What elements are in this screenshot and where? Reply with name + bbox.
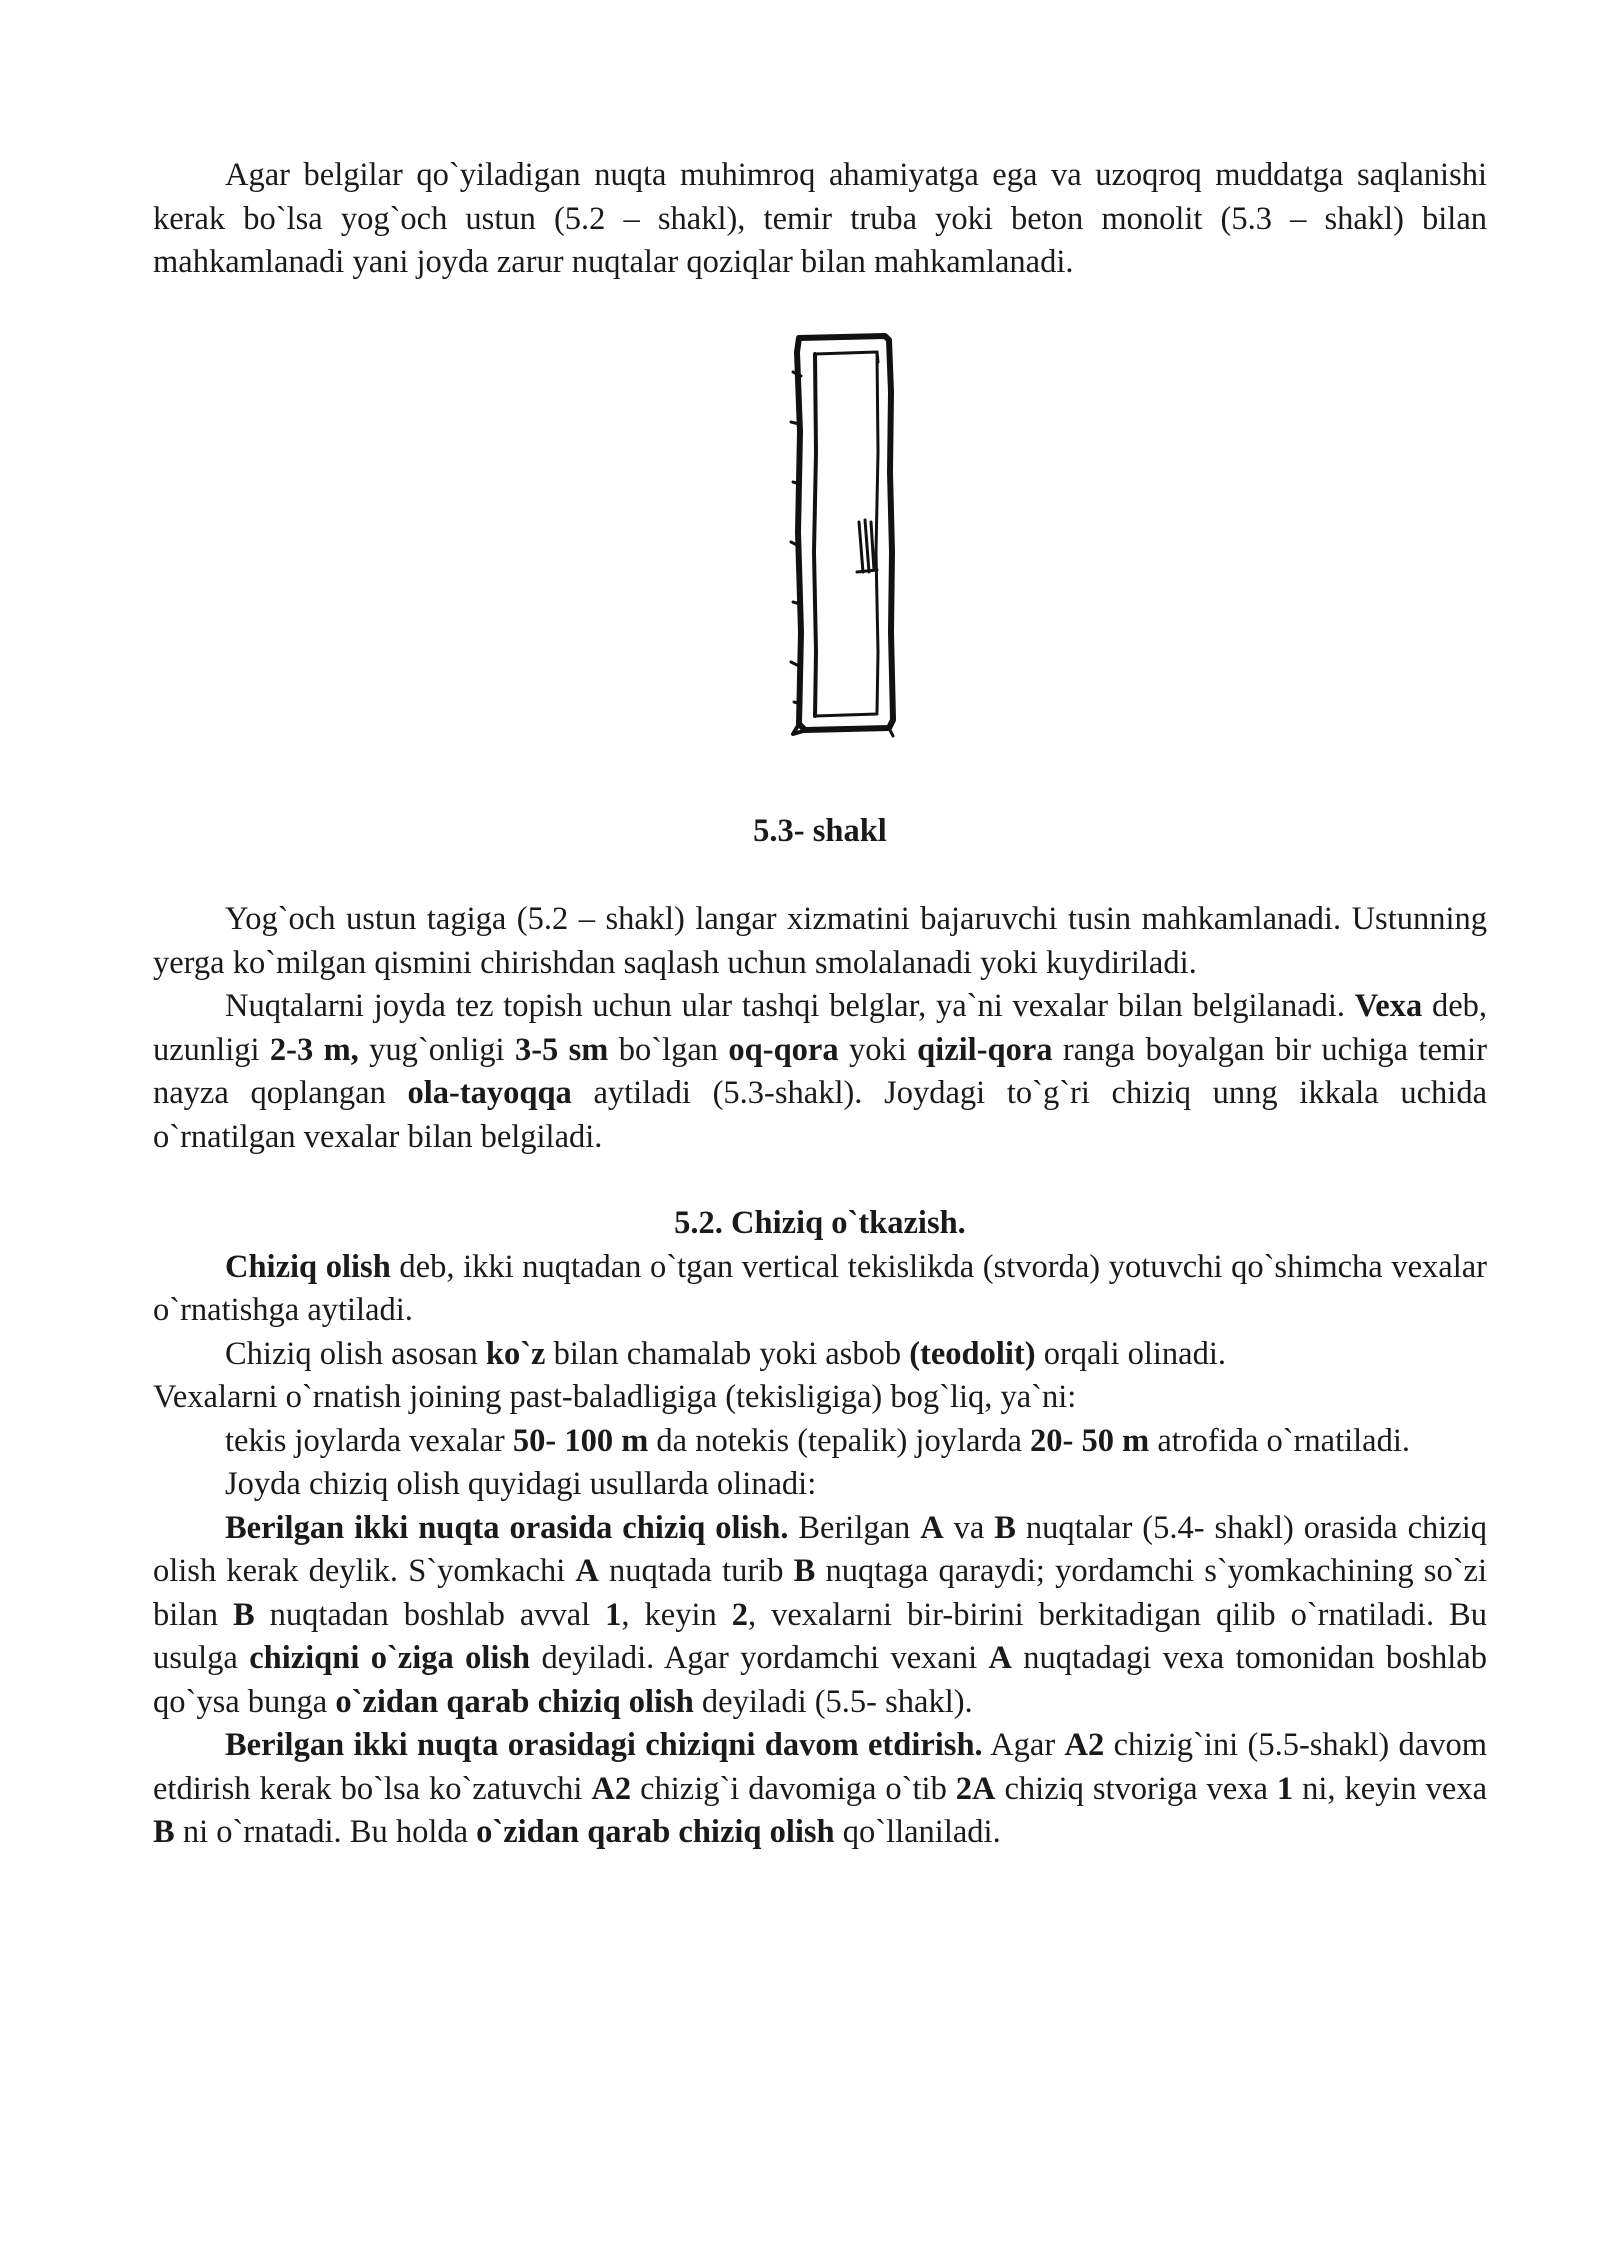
paragraph-4: Chiziq olish deb, ikki nuqtadan o`tgan vertical tekislikda (stvorda) yotuvchi qo`shimcha vexalar o`rnatishga aytiladi.: [153, 1248, 1487, 1328]
paragraph-7: tekis joylarda vexalar 50- 100 m da notekis (tepalik) joylarda 20- 50 m atrofida o`rnatiladi.: [225, 1422, 1410, 1459]
paragraph-9: Berilgan ikki nuqta orasida chiziq olish. Berilgan A va B nuqtalar (5.4- shakl) orasida chiziq olish kerak deylik. S`yomkachi A nuqtada turib B nuqtaga qaraydi; yordamchi s`yomkachining so`zi bilan B nuqtadan boshlab avval 1, keyin 2, vexalarni bir-birini berkitadigan qilib o`rnatiladi. Bu usulga chiziqni o`ziga olish deyiladi. Agar yordamchi vexani A nuqtadagi vexa tomonidan boshlab qo`ysa bunga o`zidan qarab chiziq olish deyiladi (5.5- shakl).: [153, 1509, 1487, 1720]
paragraph-6: Vexalarni o`rnatish joining past-baladligiga (tekisligiga) bog`liq, ya`ni:: [153, 1379, 1077, 1415]
top-section: [153, 154, 1487, 285]
paragraph-10: Berilgan ikki nuqta orasidagi chiziqni davom etdirish. Agar A2 chizig`ini (5.5-shakl) davom etdirish kerak bo`lsa ko`zatuvchi A2 chizig`i davomiga o`tib 2A chiziq stvoriga vexa 1 ni, keyin vexa B ni o`rnatadi. Bu holda o`zidan qarab chiziq olish qo`llaniladi.: [153, 1727, 1487, 1850]
paragraph-8: Joyda chiziq olish quyidagi usullarda olinadi:: [225, 1466, 817, 1502]
figure-5-3: [785, 332, 915, 742]
paragraph-3: Nuqtalarni joyda tez topish uchun ular tashqi belglar, ya`ni vexalar bilan belgilanadi. Vexa deb, uzunligi 2-3 m, yug`onligi 3-5 sm bo`lgan oq-qora yoki qizil-qora ranga boyalgan bir uchiga temir nayza qoplangan ola-tayoqqa aytiladi (5.3-shakl). Joydagi to`g`ri chiziq unng ikkala uchida o`rnatilgan vexalar bilan belgiladi.: [153, 988, 1488, 1155]
section-heading: 5.2. Chiziq o`tkazish.: [674, 1205, 966, 1241]
wooden-post-drawing-icon: [785, 332, 915, 742]
paragraph-5: Chiziq olish asosan ko`z bilan chamalab yoki asbob (teodolit) orqali olinadi.: [225, 1335, 1227, 1372]
main-section: [153, 898, 1487, 1855]
paragraph-1: Agar belgilar qo`yiladigan nuqta muhimroq ahamiyatga ega va uzoqroq muddatga saqlanishi kerak bo`lsa yog`och ustun (5.2 – shakl), temir truba yoki beton monolit (5.3 – shakl) bilan mahkamlanadi yani joyda zarur nuqtalar qoziqlar bilan mahkamlanadi.: [153, 157, 1487, 280]
figure-caption: 5.3- shakl: [753, 813, 887, 849]
paragraph-2: Yog`och ustun tagiga (5.2 – shakl) langar xizmatini bajaruvchi tusin mahkamlanadi. Ustunning yerga ko`milgan qismini chirishdan saqlash uchun smolalanadi yoki kuydiriladi.: [153, 901, 1487, 981]
caption-section: [153, 810, 1487, 854]
